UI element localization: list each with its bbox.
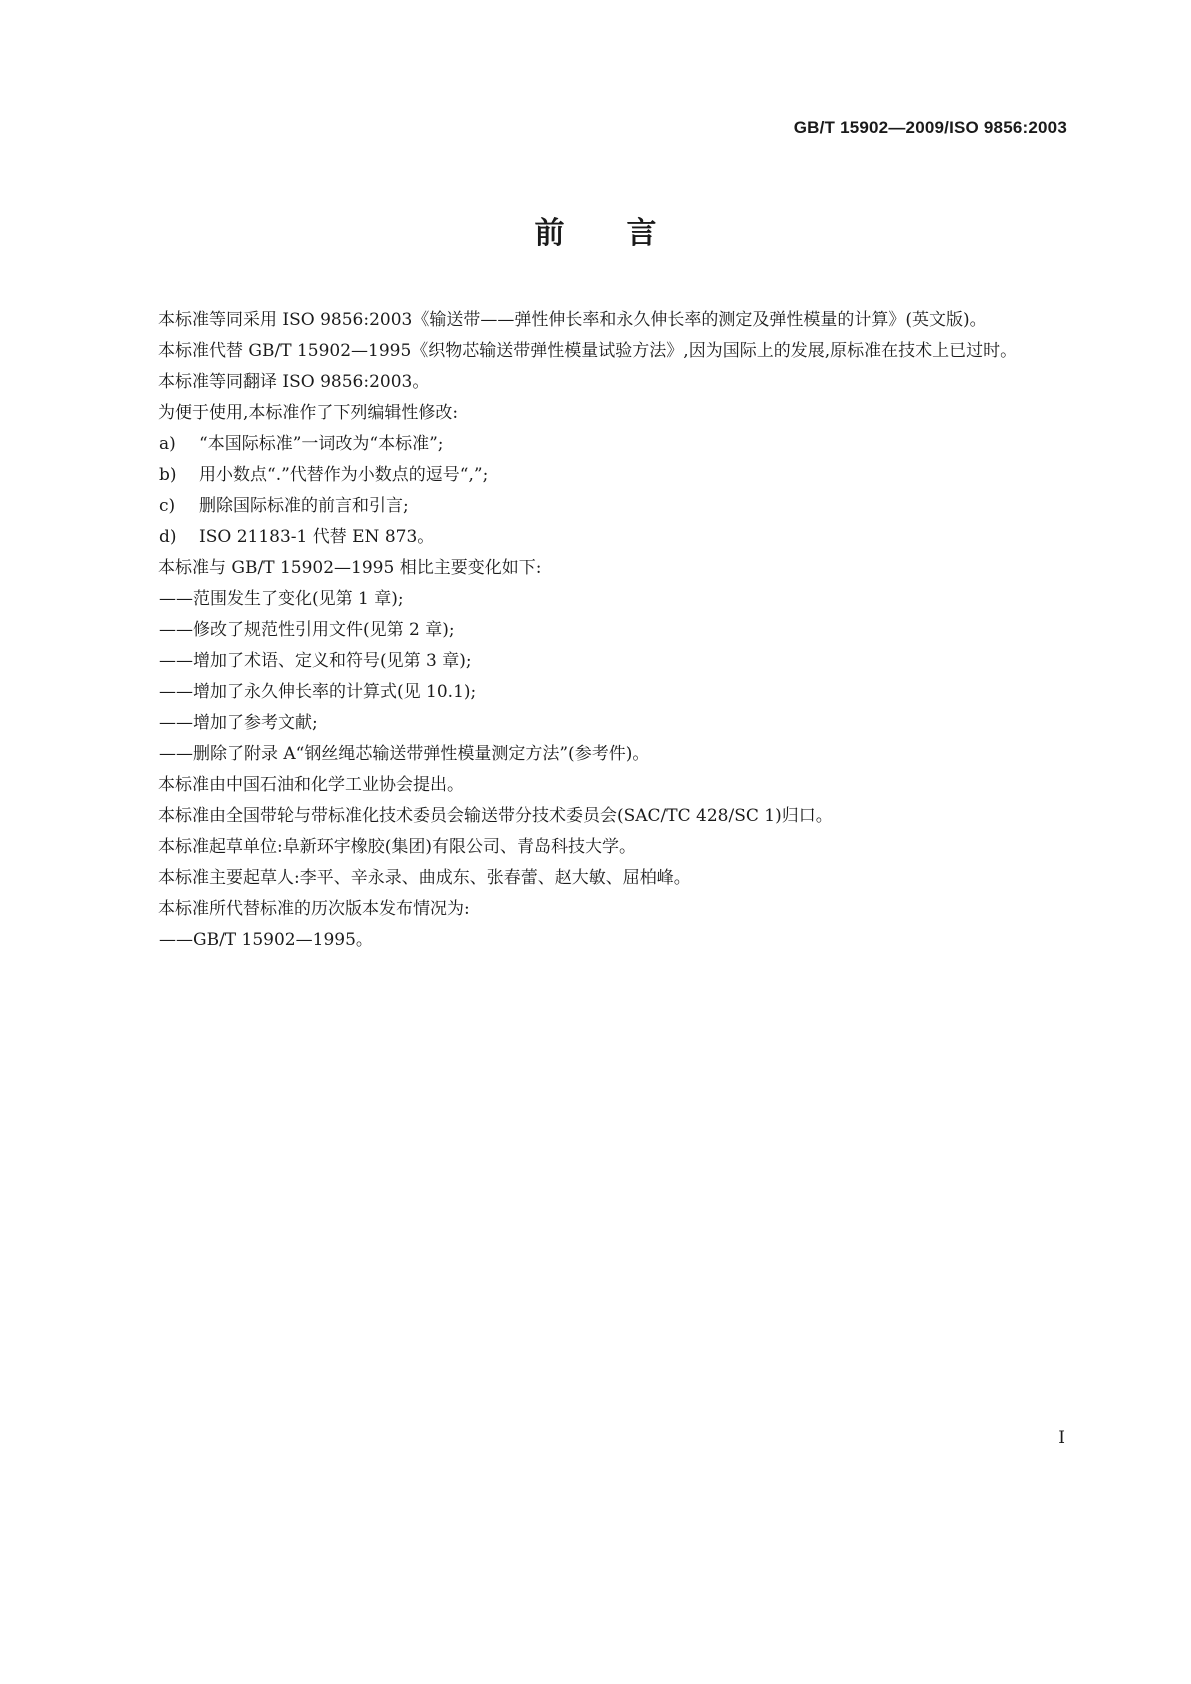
edit-item-text: 用小数点“.”代替作为小数点的逗号“,”; xyxy=(199,465,489,485)
paragraph-drafting-units: 本标准起草单位:阜新环宇橡胶(集团)有限公司、青岛科技大学。 xyxy=(158,837,636,857)
paragraph-history-intro: 本标准所代替标准的历次版本发布情况为: xyxy=(158,899,470,919)
edit-item-label: d) xyxy=(159,527,177,547)
title-char-2: 言 xyxy=(626,216,657,251)
change-item: ——删除了附录 A“钢丝绳芯输送带弹性模量测定方法”(参考件)。 xyxy=(159,744,650,764)
edit-item xyxy=(124,491,1068,522)
paragraph-adoption: 本标准等同采用 ISO 9856:2003《输送带——弹性伸长率和永久伸长率的测定及弹性模量的计算》(英文版)。 xyxy=(158,310,987,330)
standard-number: GB/T 15902—2009/ISO 9856:2003 xyxy=(793,118,1067,137)
page-title xyxy=(0,208,1191,252)
paragraph-replacement: 本标准代替 GB/T 15902—1995《织物芯输送带弹性模量试验方法》,因为国际上的发展,原标准在技术上已过时。 xyxy=(158,341,1018,361)
change-item: ——增加了永久伸长率的计算式(见 10.1); xyxy=(159,682,477,702)
paragraph-proposer: 本标准由中国石油和化学工业协会提出。 xyxy=(158,775,464,795)
edit-item xyxy=(124,429,1068,460)
edit-item-label: c) xyxy=(159,496,176,516)
edit-item xyxy=(124,522,1068,553)
change-item: ——增加了参考文献; xyxy=(159,713,318,733)
paragraph-changes-intro: 本标准与 GB/T 15902—1995 相比主要变化如下: xyxy=(158,558,542,578)
edit-item-label: a) xyxy=(159,434,176,454)
edit-item-text: “本国际标准”一词改为“本标准”; xyxy=(199,434,444,454)
change-item: ——范围发生了变化(见第 1 章); xyxy=(159,589,404,609)
change-item: ——增加了术语、定义和符号(见第 3 章); xyxy=(159,651,472,671)
page-number: I xyxy=(1058,1428,1065,1448)
edit-item xyxy=(124,460,1068,491)
history-item: ——GB/T 15902—1995。 xyxy=(159,930,373,950)
foreword-body xyxy=(124,305,1068,956)
paragraph-drafters: 本标准主要起草人:李平、辛永录、曲成东、张春蕾、赵大敏、屈柏峰。 xyxy=(158,868,691,888)
change-item: ——修改了规范性引用文件(见第 2 章); xyxy=(159,620,455,640)
paragraph-translation: 本标准等同翻译 ISO 9856:2003。 xyxy=(158,372,430,392)
paragraph-committee: 本标准由全国带轮与带标准化技术委员会输送带分技术委员会(SAC/TC 428/SC 1)归口。 xyxy=(158,806,833,826)
title-char-1: 前 xyxy=(534,216,565,251)
paragraph-edits-intro: 为便于使用,本标准作了下列编辑性修改: xyxy=(158,403,459,423)
edit-item-text: 删除国际标准的前言和引言; xyxy=(199,496,409,516)
edit-item-text: ISO 21183-1 代替 EN 873。 xyxy=(199,527,435,547)
edit-item-label: b) xyxy=(159,465,177,485)
